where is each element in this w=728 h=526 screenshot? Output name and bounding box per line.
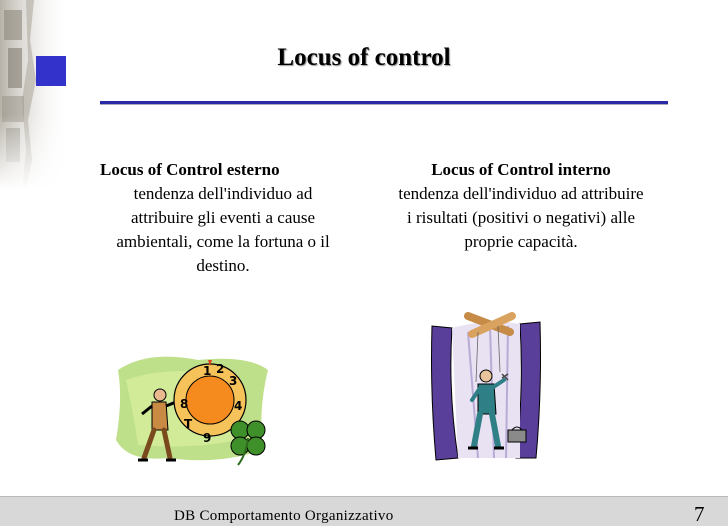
fortune-wheel-clipart	[108, 340, 278, 470]
wheel-number: 8	[180, 397, 189, 411]
external-locus-text-line: ambientali, come la fortuna o il	[116, 232, 330, 251]
four-leaf-clover-icon	[231, 421, 265, 465]
external-locus-text-line: tendenza dell'individuo ad	[133, 184, 313, 203]
internal-locus-heading: Locus of Control interno	[431, 160, 611, 179]
external-locus-text-line: destino.	[196, 256, 250, 275]
page-number: 7	[694, 502, 705, 526]
footer-label: DB Comportamento Organizzativo	[174, 508, 394, 524]
wheel-number: 9	[203, 431, 212, 445]
internal-locus-text-line: tendenza dell'individuo ad attribuire	[398, 184, 644, 203]
wheel-number: 4	[234, 399, 243, 413]
wheel-number: T	[184, 417, 193, 431]
corner-architecture-photo	[0, 0, 70, 190]
marionette-clipart	[428, 312, 544, 462]
internal-locus-text-line: i risultati (positivi o negativi) alle	[406, 208, 636, 227]
wheel-number: 3	[229, 374, 238, 388]
slide-title: Locus of control	[277, 44, 451, 71]
internal-locus-column	[374, 158, 668, 254]
external-locus-column	[96, 158, 350, 278]
external-locus-heading: Locus of Control esterno	[100, 160, 280, 179]
wheel-number: 2	[216, 362, 225, 376]
footer-bar	[0, 496, 728, 526]
wheel-number: 1	[203, 364, 212, 378]
external-locus-text-line: attribuire gli eventi a cause	[130, 208, 316, 227]
internal-locus-text-line: proprie capacità.	[464, 232, 578, 251]
title-underline	[100, 101, 668, 105]
